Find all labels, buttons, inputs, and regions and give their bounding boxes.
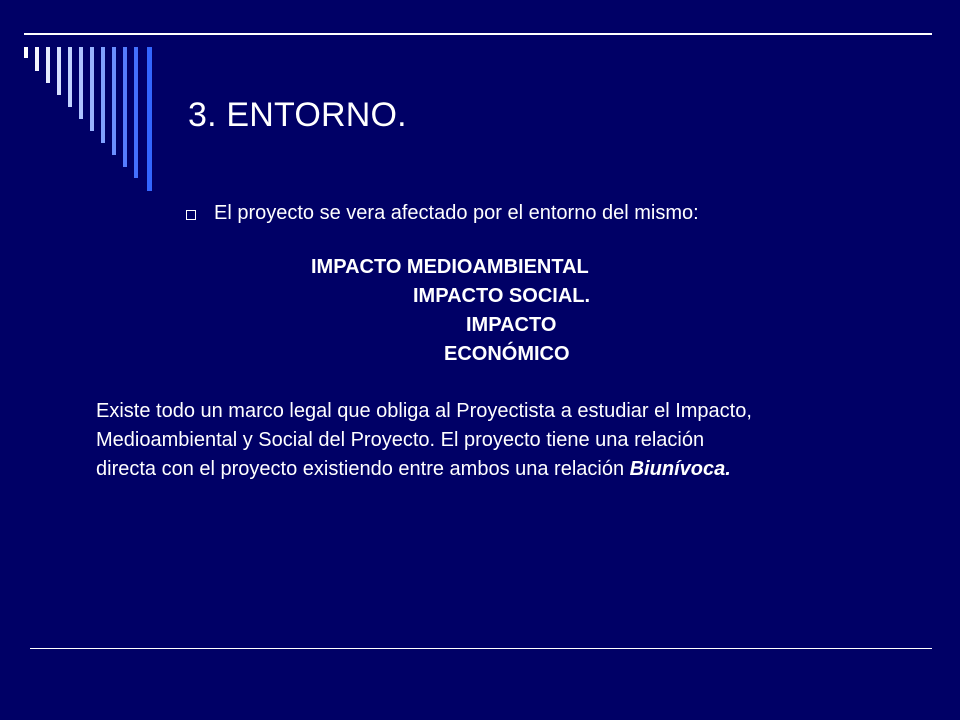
impact-social: IMPACTO SOCIAL.: [413, 285, 591, 307]
decorative-bar: [46, 47, 50, 83]
decorative-bar: [147, 47, 152, 191]
impact-environmental: IMPACTO MEDIOAMBIENTAL: [311, 256, 589, 278]
slide-title: 3. ENTORNO.: [188, 96, 407, 134]
bullet-item: [186, 202, 699, 225]
decorative-gradient-bars: [0, 0, 170, 200]
decorative-bar: [24, 47, 28, 58]
emphasis-biunivoca: Biunívoca.: [629, 458, 731, 480]
decorative-bar: [123, 47, 127, 167]
impact-economic-line2: ECONÓMICO: [444, 343, 570, 365]
square-bullet-icon: [186, 210, 196, 220]
paragraph-line-last: [96, 455, 896, 484]
paragraph-line-text: directa con el proyecto existiendo entre ambos una relación: [96, 458, 630, 480]
impact-economic-line1: IMPACTO: [466, 314, 557, 336]
bullet-text: El proyecto se vera afectado por el entorno del mismo:: [214, 202, 699, 224]
decorative-bar: [68, 47, 72, 107]
paragraph-line: Existe todo un marco legal que obliga al Proyectista a estudiar el Impacto,: [96, 400, 752, 422]
paragraph-line: Medioambiental y Social del Proyecto. El proyecto tiene una relación: [96, 429, 705, 451]
decorative-bar: [134, 47, 138, 178]
body-paragraph: [96, 397, 896, 484]
decorative-bar: [57, 47, 61, 95]
decorative-bar: [79, 47, 83, 119]
decorative-bar: [35, 47, 39, 71]
bottom-rule: [30, 648, 932, 649]
decorative-bar: [112, 47, 116, 155]
decorative-bar: [101, 47, 105, 143]
decorative-bar: [90, 47, 94, 131]
